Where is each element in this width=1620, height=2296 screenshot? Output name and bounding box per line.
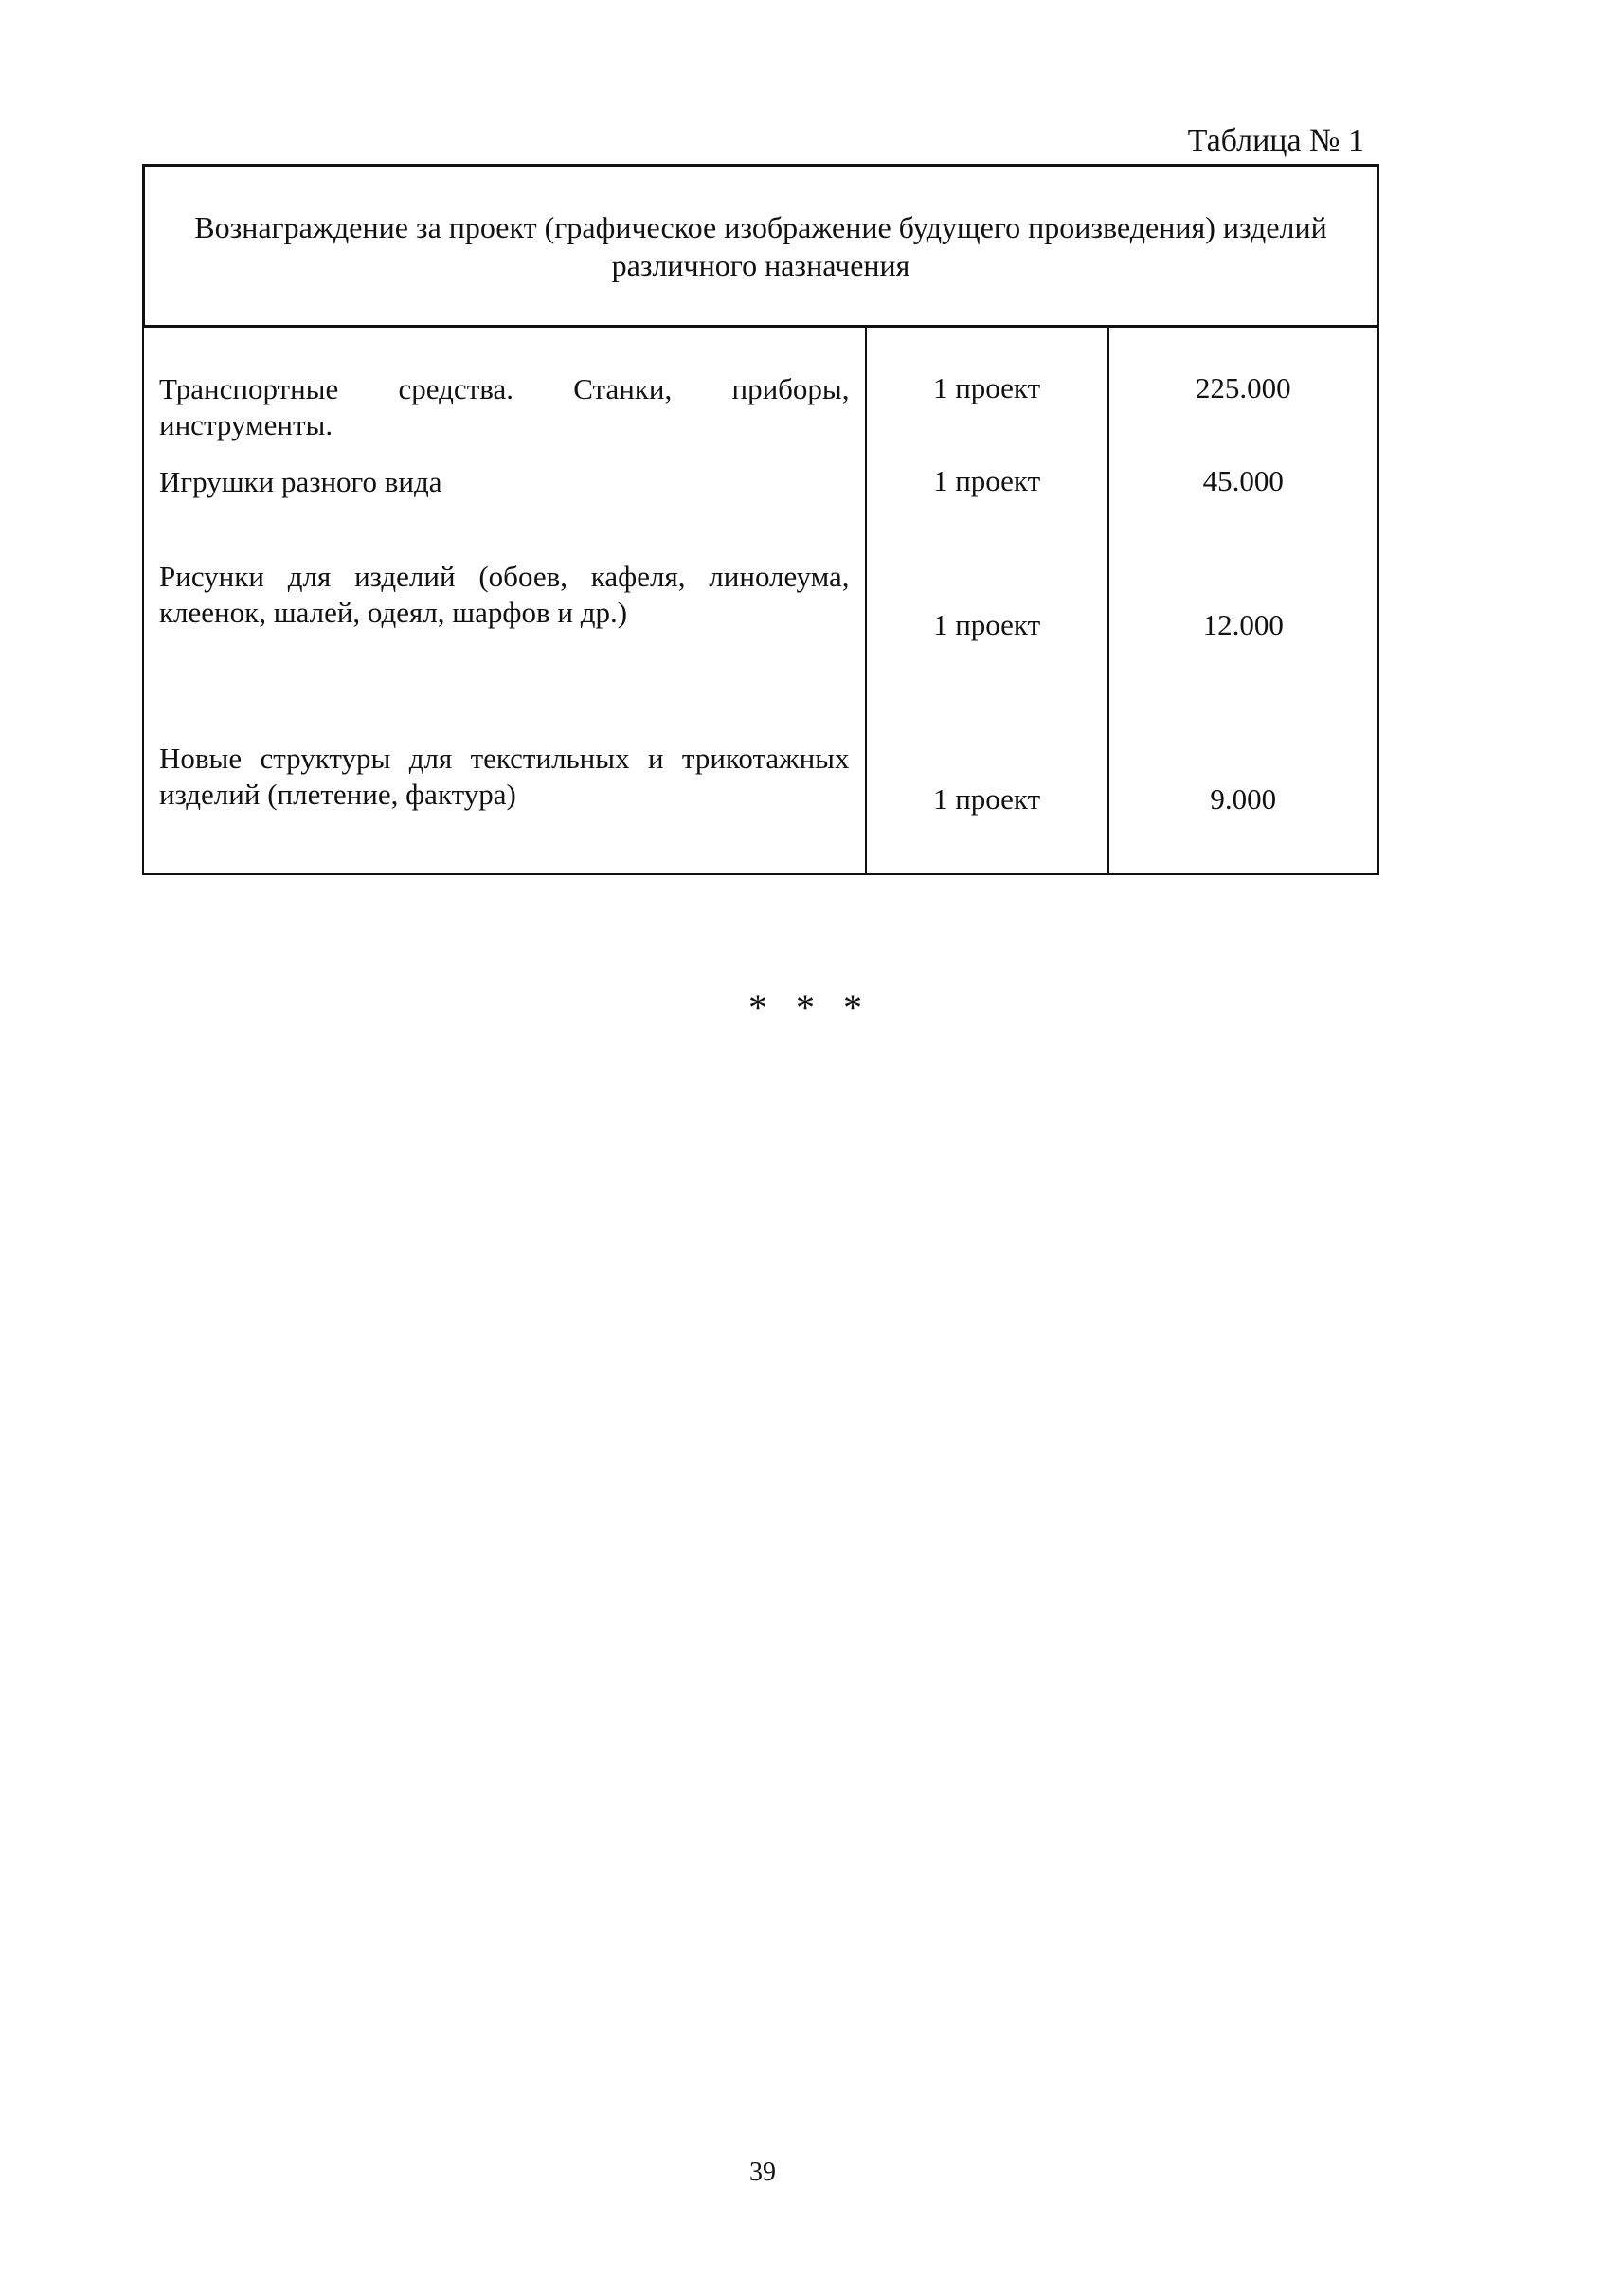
page-number: 39	[749, 2158, 776, 2187]
remuneration-table	[142, 328, 1379, 875]
table-row	[143, 443, 1378, 549]
table-header-frame	[142, 164, 1379, 328]
item-description: Транспортные средства. Станки, приборы, инструменты.	[143, 328, 866, 443]
item-price: 225.000	[1108, 328, 1378, 443]
item-unit: 1 проект	[866, 729, 1108, 874]
item-unit: 1 проект	[866, 443, 1108, 549]
item-price: 45.000	[1108, 443, 1378, 549]
item-unit: 1 проект	[866, 549, 1108, 729]
item-unit: 1 проект	[866, 328, 1108, 443]
section-separator: * * *	[748, 986, 872, 1029]
table-title: Вознаграждение за проект (графическое изображение будущего произведения) изделий различного назначения	[194, 209, 1327, 282]
table-row	[143, 549, 1378, 729]
item-description: Новые структуры для текстильных и трикотажных изделий (плетение, фактура)	[143, 729, 866, 874]
item-description: Рисунки для изделий (обоев, кафеля, линолеума, клеенок, шалей, одеял, шарфов и др.)	[143, 549, 866, 729]
item-description: Игрушки разного вида	[143, 443, 866, 549]
item-price: 9.000	[1108, 729, 1378, 874]
item-price: 12.000	[1108, 549, 1378, 729]
table-title-cell	[145, 167, 1377, 328]
table-row	[143, 328, 1378, 443]
table-number-label: Таблица № 1	[1187, 123, 1364, 158]
table-row	[143, 729, 1378, 874]
